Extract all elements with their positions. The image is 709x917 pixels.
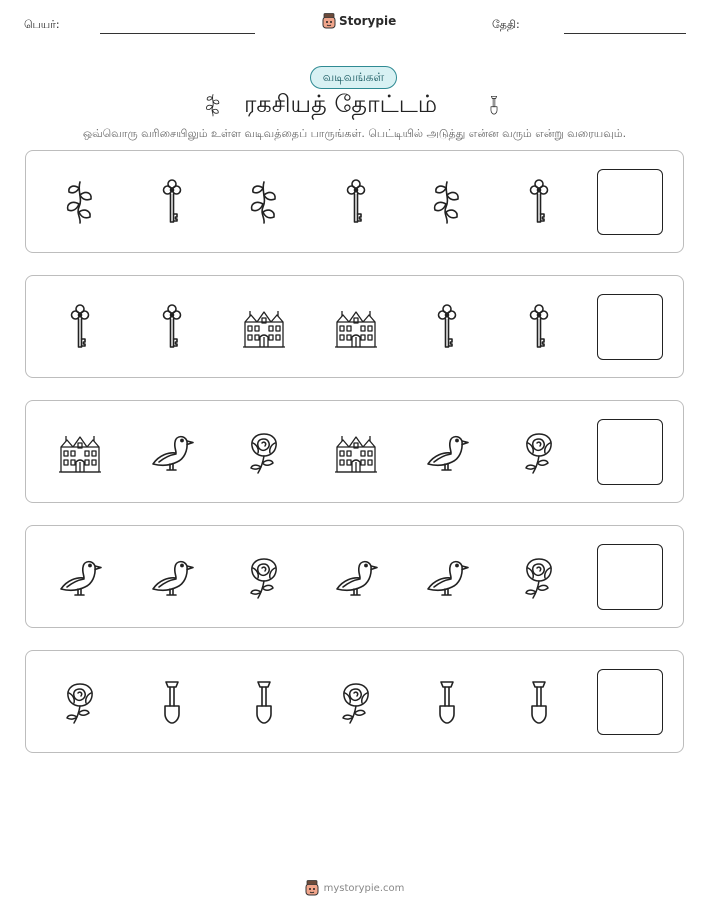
rose-icon [241, 429, 287, 475]
rose-icon [241, 554, 287, 600]
shovel-icon [241, 679, 287, 725]
mansion-icon [333, 304, 379, 350]
shovel-icon [149, 679, 195, 725]
page-title: ரகசியத் தோட்டம் [244, 90, 438, 118]
key-icon [57, 304, 103, 350]
bird-icon [333, 554, 379, 600]
mansion-icon [333, 429, 379, 475]
instructions: ஒவ்வொரு வரிசையிலும் உள்ள வடிவத்தைப் பாருங்கள். பெட்டியில் அடுத்து என்ன வரும் என்று வரையவும். [82, 127, 627, 140]
pattern-row-1 [25, 150, 684, 253]
footer [0, 880, 709, 896]
bird-icon [149, 554, 195, 600]
ivy-icon [57, 179, 103, 225]
brand-name: Storypie [339, 14, 397, 28]
pattern-row-3 [25, 400, 684, 503]
key-icon [424, 304, 470, 350]
mansion-icon [241, 304, 287, 350]
pattern-row-2 [25, 275, 684, 378]
rose-icon [57, 679, 103, 725]
shovel-icon [424, 679, 470, 725]
rose-icon [333, 679, 379, 725]
footer-url[interactable]: mystorypie.com [323, 882, 405, 894]
answer-box[interactable] [597, 544, 663, 610]
key-icon [516, 304, 562, 350]
pattern-row-4 [25, 525, 684, 628]
bird-icon [424, 429, 470, 475]
storypie-mascot-icon [322, 13, 336, 29]
key-icon [516, 179, 562, 225]
storypie-mascot-icon [305, 880, 319, 896]
bird-icon [424, 554, 470, 600]
name-line[interactable] [100, 33, 255, 34]
answer-box[interactable] [597, 294, 663, 360]
shovel-icon [516, 679, 562, 725]
key-icon [149, 304, 195, 350]
key-icon [149, 179, 195, 225]
answer-box[interactable] [597, 169, 663, 235]
brand-logo [322, 13, 396, 29]
answer-box[interactable] [597, 419, 663, 485]
rose-icon [516, 554, 562, 600]
bird-icon [149, 429, 195, 475]
ivy-icon [424, 179, 470, 225]
name-label: பெயர்: [24, 18, 60, 31]
title-block [0, 88, 709, 124]
mansion-icon [57, 429, 103, 475]
shovel-icon [484, 90, 504, 120]
ivy-icon [241, 179, 287, 225]
answer-box[interactable] [597, 669, 663, 735]
pattern-row-5 [25, 650, 684, 753]
ivy-icon [201, 90, 225, 120]
key-icon [333, 179, 379, 225]
date-label: தேதி: [492, 18, 520, 31]
date-line[interactable] [564, 33, 686, 34]
rose-icon [516, 429, 562, 475]
bird-icon [57, 554, 103, 600]
category-badge: வடிவங்கள் [310, 66, 397, 89]
